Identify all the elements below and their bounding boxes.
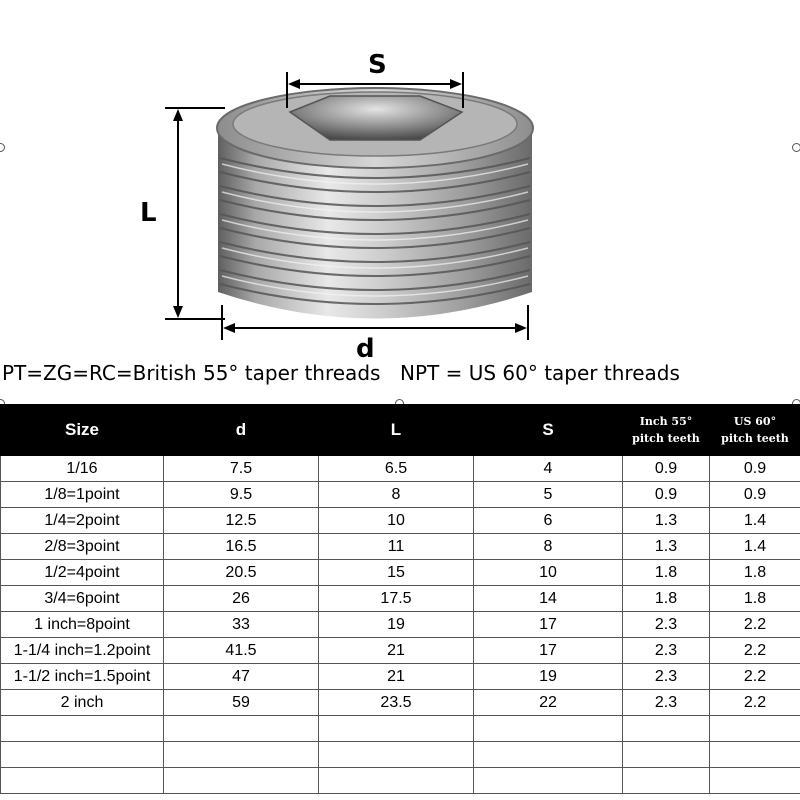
header-l: L [319, 405, 474, 456]
british-thread-note: PT=ZG=RC=British 55° taper threads [2, 361, 381, 385]
cell-inch55 [623, 742, 710, 768]
table-row [1, 612, 800, 638]
table-row [1, 534, 800, 560]
cell-us60: 0.9 [710, 456, 800, 482]
thread-standard-note [0, 359, 800, 387]
cell-us60: 2.2 [710, 638, 800, 664]
table-row [1, 586, 800, 612]
cell-us60: 2.2 [710, 690, 800, 716]
cell-size: 3/4=6point [1, 586, 164, 612]
cell-l: 6.5 [319, 456, 474, 482]
cell-size: 1/16 [1, 456, 164, 482]
cell-size: 2 inch [1, 690, 164, 716]
cell-inch55 [623, 716, 710, 742]
header-inch-55-pitch [623, 405, 710, 456]
cell-us60 [710, 742, 800, 768]
cell-l: 10 [319, 508, 474, 534]
cell-us60 [710, 716, 800, 742]
cell-us60 [710, 768, 800, 794]
header-us-60-line2: pitch teeth [721, 432, 789, 445]
table-row [1, 482, 800, 508]
cell-l [319, 716, 474, 742]
cell-s [474, 768, 623, 794]
cell-size: 1 inch=8point [1, 612, 164, 638]
cell-us60: 1.4 [710, 508, 800, 534]
cell-us60: 2.2 [710, 664, 800, 690]
cell-s: 17 [474, 612, 623, 638]
table-row [1, 768, 800, 794]
cell-s: 8 [474, 534, 623, 560]
table-row [1, 508, 800, 534]
cell-d: 16.5 [164, 534, 319, 560]
cell-inch55: 1.8 [623, 560, 710, 586]
header-size: Size [1, 405, 164, 456]
cell-inch55: 0.9 [623, 456, 710, 482]
cell-inch55: 2.3 [623, 612, 710, 638]
table-body [1, 456, 800, 794]
dimension-label-s: S [368, 50, 387, 80]
cell-size [1, 716, 164, 742]
cell-d [164, 742, 319, 768]
cell-us60: 1.8 [710, 586, 800, 612]
header-inch-55-line1: Inch 55° [639, 415, 693, 428]
cell-l: 15 [319, 560, 474, 586]
edge-handle-right [792, 143, 800, 152]
cell-size [1, 742, 164, 768]
table-row [1, 742, 800, 768]
cell-d: 12.5 [164, 508, 319, 534]
cell-s: 5 [474, 482, 623, 508]
cell-l: 11 [319, 534, 474, 560]
cell-d: 47 [164, 664, 319, 690]
cell-l: 17.5 [319, 586, 474, 612]
cell-inch55: 1.8 [623, 586, 710, 612]
table-row [1, 690, 800, 716]
cell-l: 23.5 [319, 690, 474, 716]
cell-us60: 1.4 [710, 534, 800, 560]
table-header-row [1, 405, 800, 456]
cell-s [474, 742, 623, 768]
cell-size: 1-1/2 inch=1.5point [1, 664, 164, 690]
cell-s: 19 [474, 664, 623, 690]
table-row [1, 638, 800, 664]
cell-d: 9.5 [164, 482, 319, 508]
cell-s: 17 [474, 638, 623, 664]
cell-size: 1/4=2point [1, 508, 164, 534]
dimension-label-l: L [140, 198, 157, 228]
cell-size: 1-1/4 inch=1.2point [1, 638, 164, 664]
cell-l: 19 [319, 612, 474, 638]
cell-size: 1/8=1point [1, 482, 164, 508]
cell-d: 20.5 [164, 560, 319, 586]
cell-d [164, 716, 319, 742]
cell-s [474, 716, 623, 742]
cell-l [319, 768, 474, 794]
cell-d: 33 [164, 612, 319, 638]
table-row [1, 716, 800, 742]
table-row [1, 456, 800, 482]
header-s: S [474, 405, 623, 456]
cell-s: 10 [474, 560, 623, 586]
cell-l: 21 [319, 638, 474, 664]
cell-s: 6 [474, 508, 623, 534]
cell-inch55: 2.3 [623, 690, 710, 716]
cell-size: 1/2=4point [1, 560, 164, 586]
cell-s: 22 [474, 690, 623, 716]
size-spec-table [0, 404, 800, 794]
cell-d: 59 [164, 690, 319, 716]
cell-inch55 [623, 768, 710, 794]
cell-s: 4 [474, 456, 623, 482]
table-row [1, 560, 800, 586]
cell-d: 7.5 [164, 456, 319, 482]
cell-us60: 0.9 [710, 482, 800, 508]
header-inch-55-line2: pitch teeth [632, 432, 700, 445]
product-diagram [0, 0, 800, 364]
header-us-60-pitch [710, 405, 800, 456]
cell-d [164, 768, 319, 794]
cell-l: 21 [319, 664, 474, 690]
cell-us60: 2.2 [710, 612, 800, 638]
cell-size: 2/8=3point [1, 534, 164, 560]
cell-d: 41.5 [164, 638, 319, 664]
cell-inch55: 0.9 [623, 482, 710, 508]
header-d: d [164, 405, 319, 456]
header-us-60-line1: US 60° [733, 415, 777, 428]
cell-size [1, 768, 164, 794]
cell-inch55: 1.3 [623, 534, 710, 560]
cell-inch55: 2.3 [623, 638, 710, 664]
table-row [1, 664, 800, 690]
cell-l: 8 [319, 482, 474, 508]
dimension-label-d: d [356, 334, 375, 364]
us-thread-note: NPT = US 60° taper threads [400, 361, 680, 385]
cell-s: 14 [474, 586, 623, 612]
cell-inch55: 1.3 [623, 508, 710, 534]
cell-inch55: 2.3 [623, 664, 710, 690]
pipe-plug-image [217, 88, 533, 319]
cell-l [319, 742, 474, 768]
cell-d: 26 [164, 586, 319, 612]
cell-us60: 1.8 [710, 560, 800, 586]
